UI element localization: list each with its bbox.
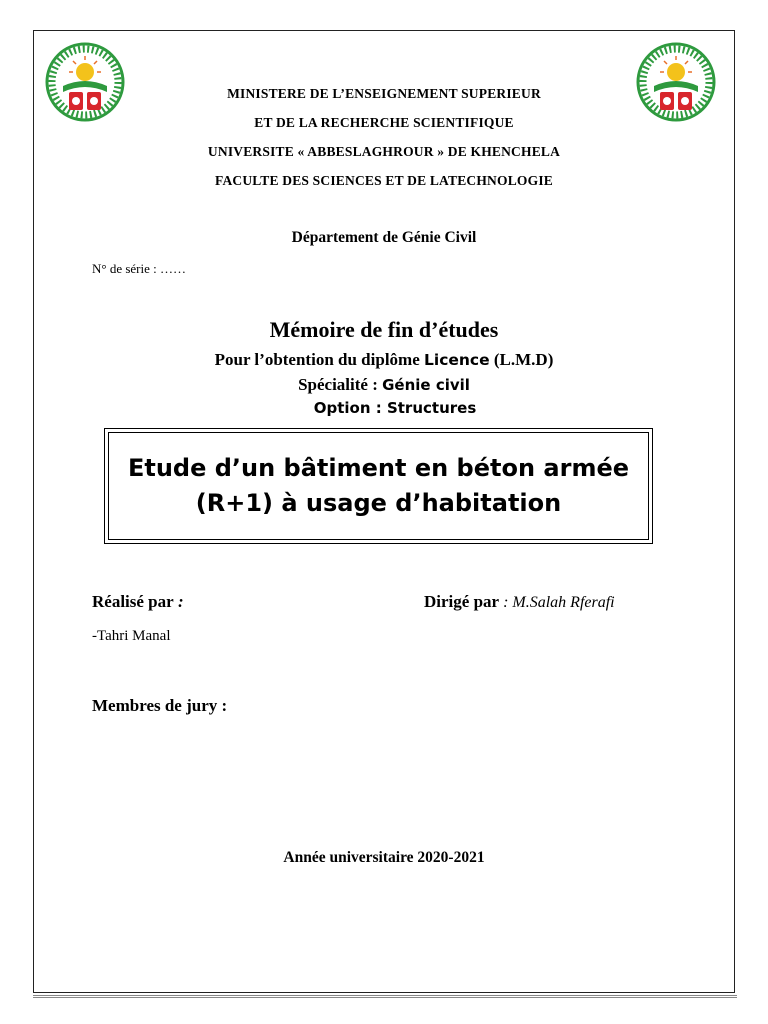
realise-label: Réalisé par <box>92 592 174 611</box>
dirige-par <box>424 592 615 612</box>
specialite-value: Génie civil <box>382 376 470 394</box>
academic-year: Année universitaire 2020-2021 <box>283 849 485 866</box>
serial-number: N° de série : …… <box>92 261 187 276</box>
author-name: -Tahri Manal <box>92 628 171 644</box>
thesis-title-line-1: Etude d’un bâtiment en béton armée <box>127 454 630 482</box>
obtention-line <box>0 350 768 370</box>
specialite-label: Spécialité : <box>298 375 378 394</box>
obtention-prefix: Pour l’obtention du diplôme <box>214 350 420 369</box>
university-logo-left <box>45 42 125 122</box>
ministry-line-2: ET DE LA RECHERCHE SCIENTIFIQUE <box>254 115 514 130</box>
realise-par <box>92 592 184 612</box>
specialite-line <box>0 375 768 395</box>
dirige-label: Dirigé par <box>424 592 500 611</box>
thesis-title-box <box>104 428 653 544</box>
university-logo-right <box>636 42 716 122</box>
option-line: Option : Structures <box>313 399 477 417</box>
university-name: UNIVERSITE « ABBESLAGHROUR » DE KHENCHELA <box>207 144 561 159</box>
obtention-suffix: (L.M.D) <box>493 350 554 369</box>
supervisor-name: : M.Salah Rferafi <box>499 594 615 611</box>
bottom-rule <box>33 995 737 998</box>
obtention-degree: Licence <box>424 351 490 369</box>
faculty-name: FACULTE DES SCIENCES ET DE LATECHNOLOGIE <box>215 173 553 188</box>
thesis-title-inner <box>108 432 649 540</box>
thesis-title-line-2: (R+1) à usage d’habitation <box>195 489 562 517</box>
realise-colon: : <box>173 592 184 611</box>
jury-label: Membres de jury : <box>92 696 228 715</box>
memoire-title: Mémoire de fin d’études <box>269 317 499 342</box>
department-name: Département de Génie Civil <box>291 229 477 246</box>
ministry-line-1: MINISTERE DE L’ENSEIGNEMENT SUPERIEUR <box>227 86 541 101</box>
